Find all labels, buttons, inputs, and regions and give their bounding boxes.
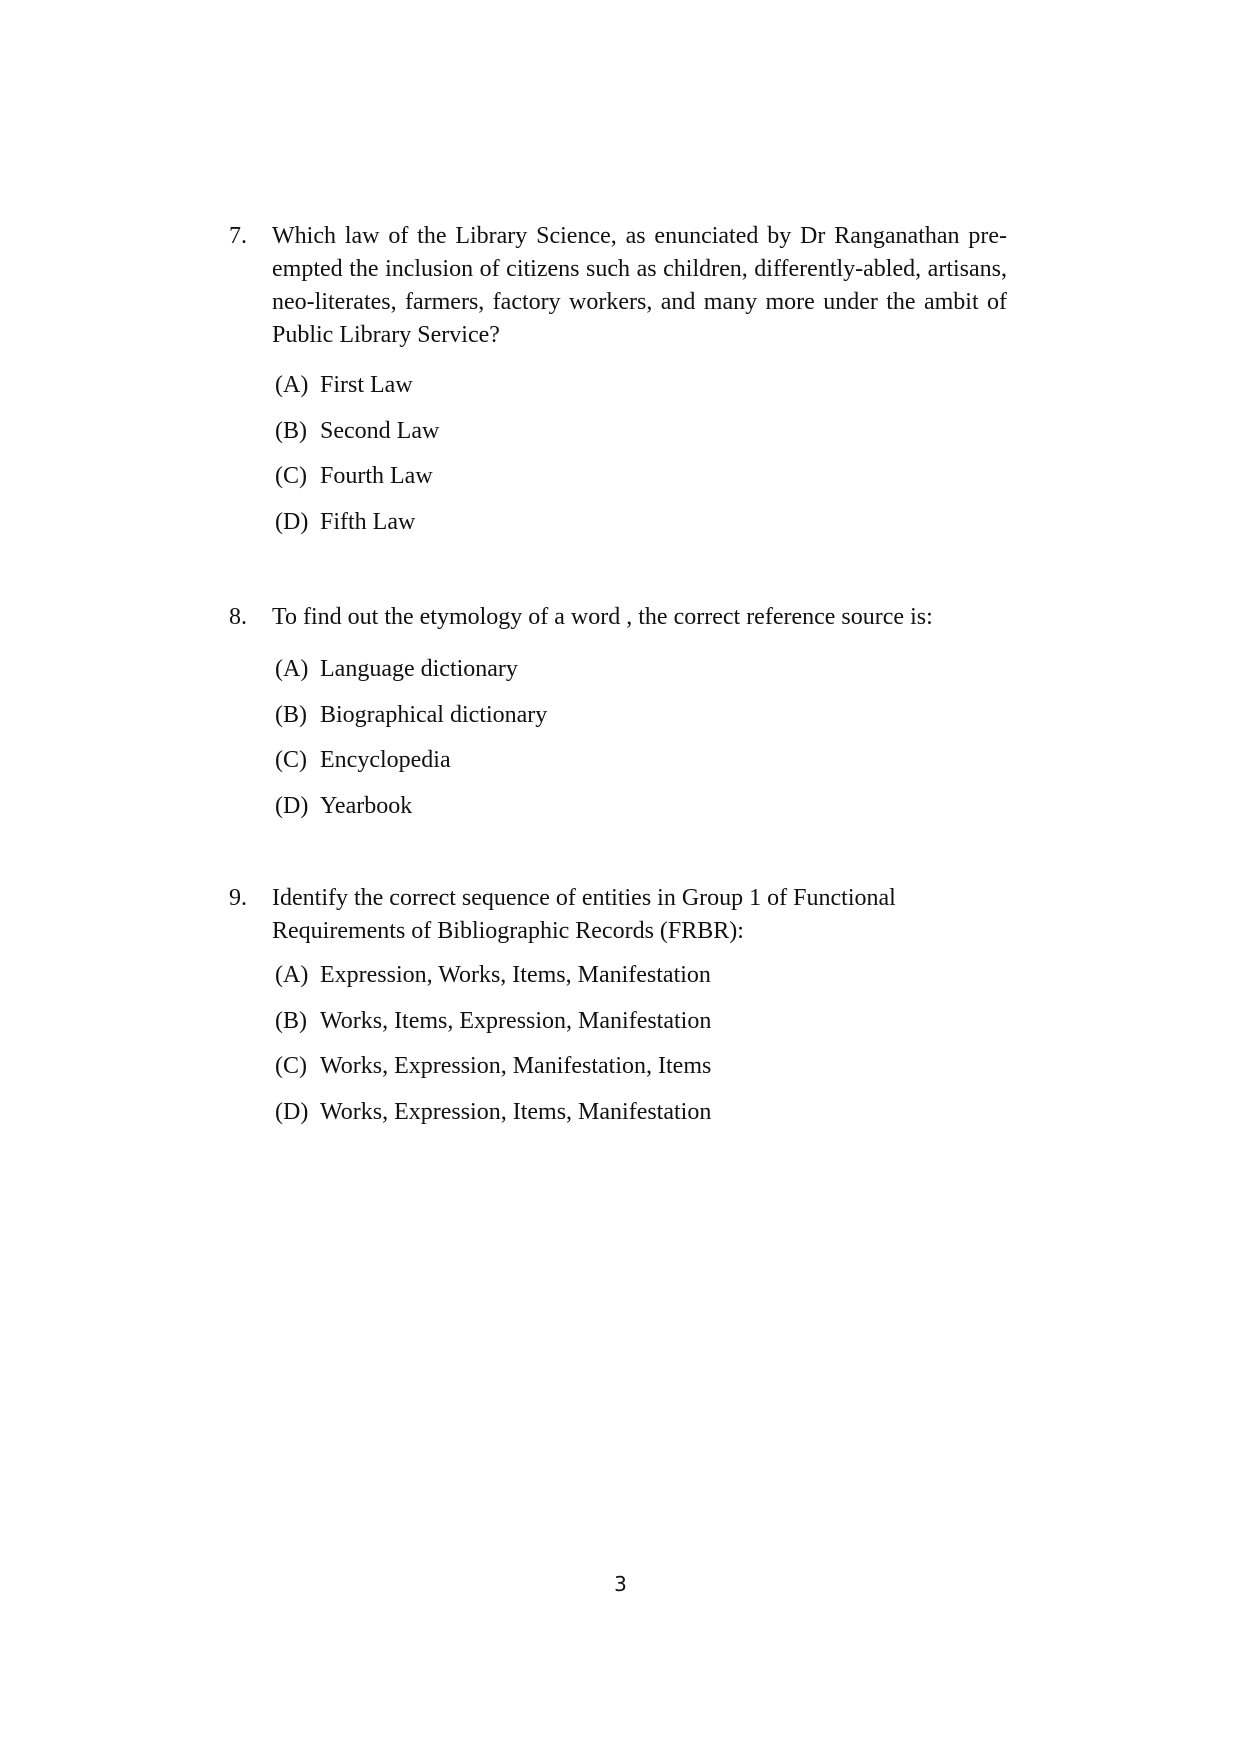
option-c bbox=[275, 1051, 1007, 1097]
option-letter: (A) bbox=[275, 962, 309, 988]
option-letter: (D) bbox=[275, 1098, 309, 1125]
question-number: 7. bbox=[229, 223, 247, 249]
option-text: Yearbook bbox=[320, 792, 413, 819]
question-text: Which law of the Library Science, as enunciated by Dr Ranganathan pre-empted the inclusion of citizens such as children, differently-abled, artisans, neo-literates, farmers, factory workers, and many more under the ambit of Public Library Service? bbox=[272, 223, 1007, 348]
question-7 bbox=[229, 220, 1007, 552]
option-b bbox=[275, 700, 1007, 746]
option-text: Works, Expression, Items, Manifestation bbox=[320, 1098, 712, 1125]
option-letter: (C) bbox=[275, 747, 307, 773]
option-letter: (A) bbox=[275, 372, 309, 398]
option-d bbox=[275, 1097, 1007, 1143]
option-d bbox=[275, 791, 1007, 837]
options-list bbox=[275, 960, 1007, 1142]
question-9 bbox=[229, 882, 1007, 1142]
option-a bbox=[275, 654, 1007, 700]
option-text: Works, Items, Expression, Manifestation bbox=[320, 1007, 712, 1034]
option-letter: (D) bbox=[275, 792, 309, 819]
question-8 bbox=[229, 601, 1007, 836]
question-number: 8. bbox=[229, 604, 247, 630]
options-list bbox=[275, 654, 1007, 836]
question-number: 9. bbox=[229, 885, 247, 911]
option-text: First Law bbox=[320, 372, 413, 398]
question-text: Identify the correct sequence of entities in Group 1 of Functional Requirements of Bibliographic Records (FRBR): bbox=[272, 885, 896, 944]
option-a bbox=[275, 960, 1007, 1006]
option-text: Second Law bbox=[320, 417, 440, 444]
page-number: 3 bbox=[614, 1572, 627, 1596]
question-text: To find out the etymology of a word , the correct reference source is: bbox=[272, 604, 933, 630]
option-text: Fourth Law bbox=[320, 463, 433, 489]
option-b bbox=[275, 416, 1007, 462]
option-letter: (C) bbox=[275, 1053, 307, 1079]
option-text: Fifth Law bbox=[320, 508, 416, 535]
option-c bbox=[275, 461, 1007, 507]
option-b bbox=[275, 1006, 1007, 1052]
option-text: Encyclopedia bbox=[320, 747, 451, 773]
option-text: Language dictionary bbox=[320, 656, 518, 682]
option-text: Works, Expression, Manifestation, Items bbox=[320, 1053, 712, 1079]
options-list bbox=[275, 370, 1007, 552]
option-c bbox=[275, 745, 1007, 791]
option-letter: (C) bbox=[275, 463, 307, 489]
option-text: Biographical dictionary bbox=[320, 701, 548, 728]
option-letter: (B) bbox=[275, 417, 307, 444]
option-d bbox=[275, 507, 1007, 553]
option-text: Expression, Works, Items, Manifestation bbox=[320, 962, 711, 988]
option-letter: (B) bbox=[275, 701, 307, 728]
option-a bbox=[275, 370, 1007, 416]
option-letter: (B) bbox=[275, 1007, 307, 1034]
option-letter: (D) bbox=[275, 508, 309, 535]
option-letter: (A) bbox=[275, 656, 309, 682]
